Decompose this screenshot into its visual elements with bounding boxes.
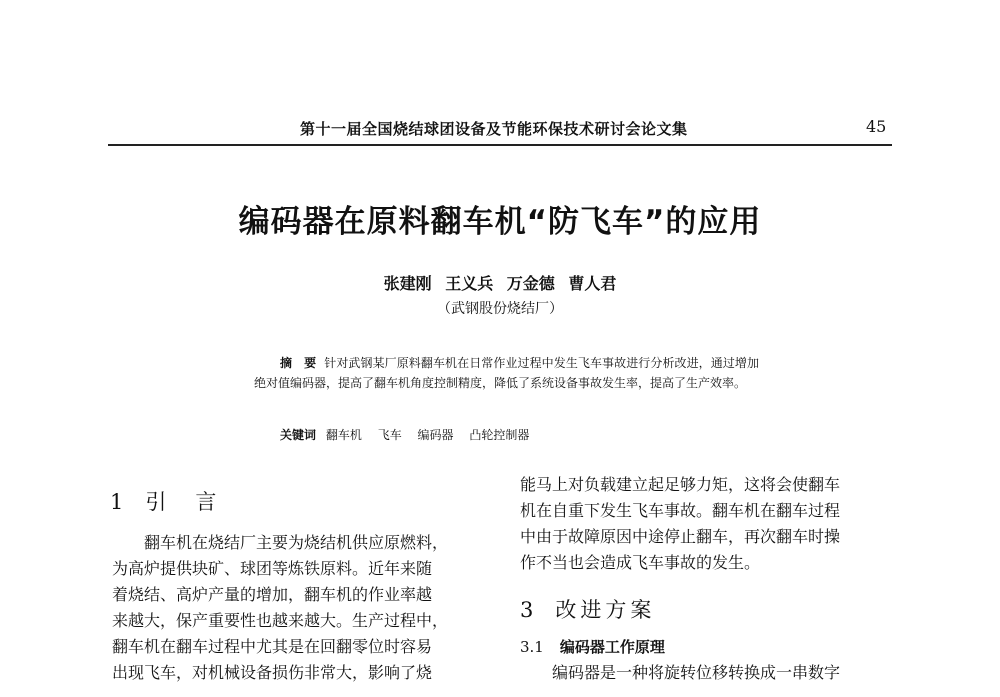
text-line: 出现飞车，对机械设备损伤非常大，影响了烧 <box>112 663 433 682</box>
section-number: 3 <box>520 598 538 622</box>
author: 万金德 <box>506 274 555 293</box>
subsection-title: 编码器工作原理 <box>559 638 665 656</box>
text-line: 中由于故障原因中途停止翻车，再次翻车时操 <box>520 527 841 546</box>
section-title: 引 言 <box>145 490 221 514</box>
subsection-3-1-heading <box>520 636 665 657</box>
section-1-body <box>112 530 484 686</box>
page-number: 45 <box>866 117 887 136</box>
author: 王义兵 <box>445 274 494 293</box>
author: 曹人君 <box>568 274 617 293</box>
text-line: 着烧结、高炉产量的增加，翻车机的作业率越 <box>112 585 433 604</box>
section-title: 改进方案 <box>555 598 656 622</box>
abstract-text: 针对武钢某厂原料翻车机在日常作业过程中发生飞车事故进行分析改进，通过增加绝对值编码器，提高了翻车机角度控制精度，降低了系统设备事故发生率，提高了生产效率。 <box>254 356 759 390</box>
author-list <box>0 271 1000 294</box>
header-rule <box>108 144 892 146</box>
paper-title: 编码器在原料翻车机“防飞车”的应用 <box>238 204 762 240</box>
keyword: 飞车 <box>377 428 402 442</box>
text-line: 能马上对负载建立起足够力矩，这将会使翻车 <box>520 475 841 494</box>
keywords <box>280 426 541 443</box>
section-1-heading <box>110 486 220 516</box>
keywords-label: 关键词 <box>280 428 317 442</box>
text-line: 翻车机在翻车过程中尤其是在回翻零位时容易 <box>112 637 433 656</box>
abstract-label: 摘 要 <box>280 356 317 370</box>
subsection-number: 3.1 <box>520 638 544 656</box>
text-line: 作不当也会造成飞车事故的发生。 <box>520 553 761 572</box>
text-line: 为高炉提供块矿、球团等炼铁原料。近年来随 <box>112 559 433 578</box>
keyword: 翻车机 <box>325 428 362 442</box>
section-number: 1 <box>110 490 128 514</box>
running-header: 第十一届全国烧结球团设备及节能环保技术研讨会论文集 <box>300 120 688 138</box>
text-line: 机在自重下发生飞车事故。翻车机在翻车过程 <box>520 501 841 520</box>
text-line: 编码器是一种将旋转位移转换成一串数字 <box>552 663 841 682</box>
subsection-3-1-body <box>520 660 892 686</box>
text-line: 来越大，保产重要性也越来越大。生产过程中， <box>112 611 449 630</box>
author: 张建刚 <box>383 274 432 293</box>
abstract <box>254 354 759 393</box>
keyword: 凸轮控制器 <box>469 428 530 442</box>
keyword: 编码器 <box>417 428 454 442</box>
right-column-body <box>520 472 892 576</box>
affiliation: （武钢股份烧结厂） <box>437 301 563 317</box>
section-3-heading <box>520 594 655 624</box>
text-line: 翻车机在烧结厂主要为烧结机供应原燃料， <box>144 533 449 552</box>
